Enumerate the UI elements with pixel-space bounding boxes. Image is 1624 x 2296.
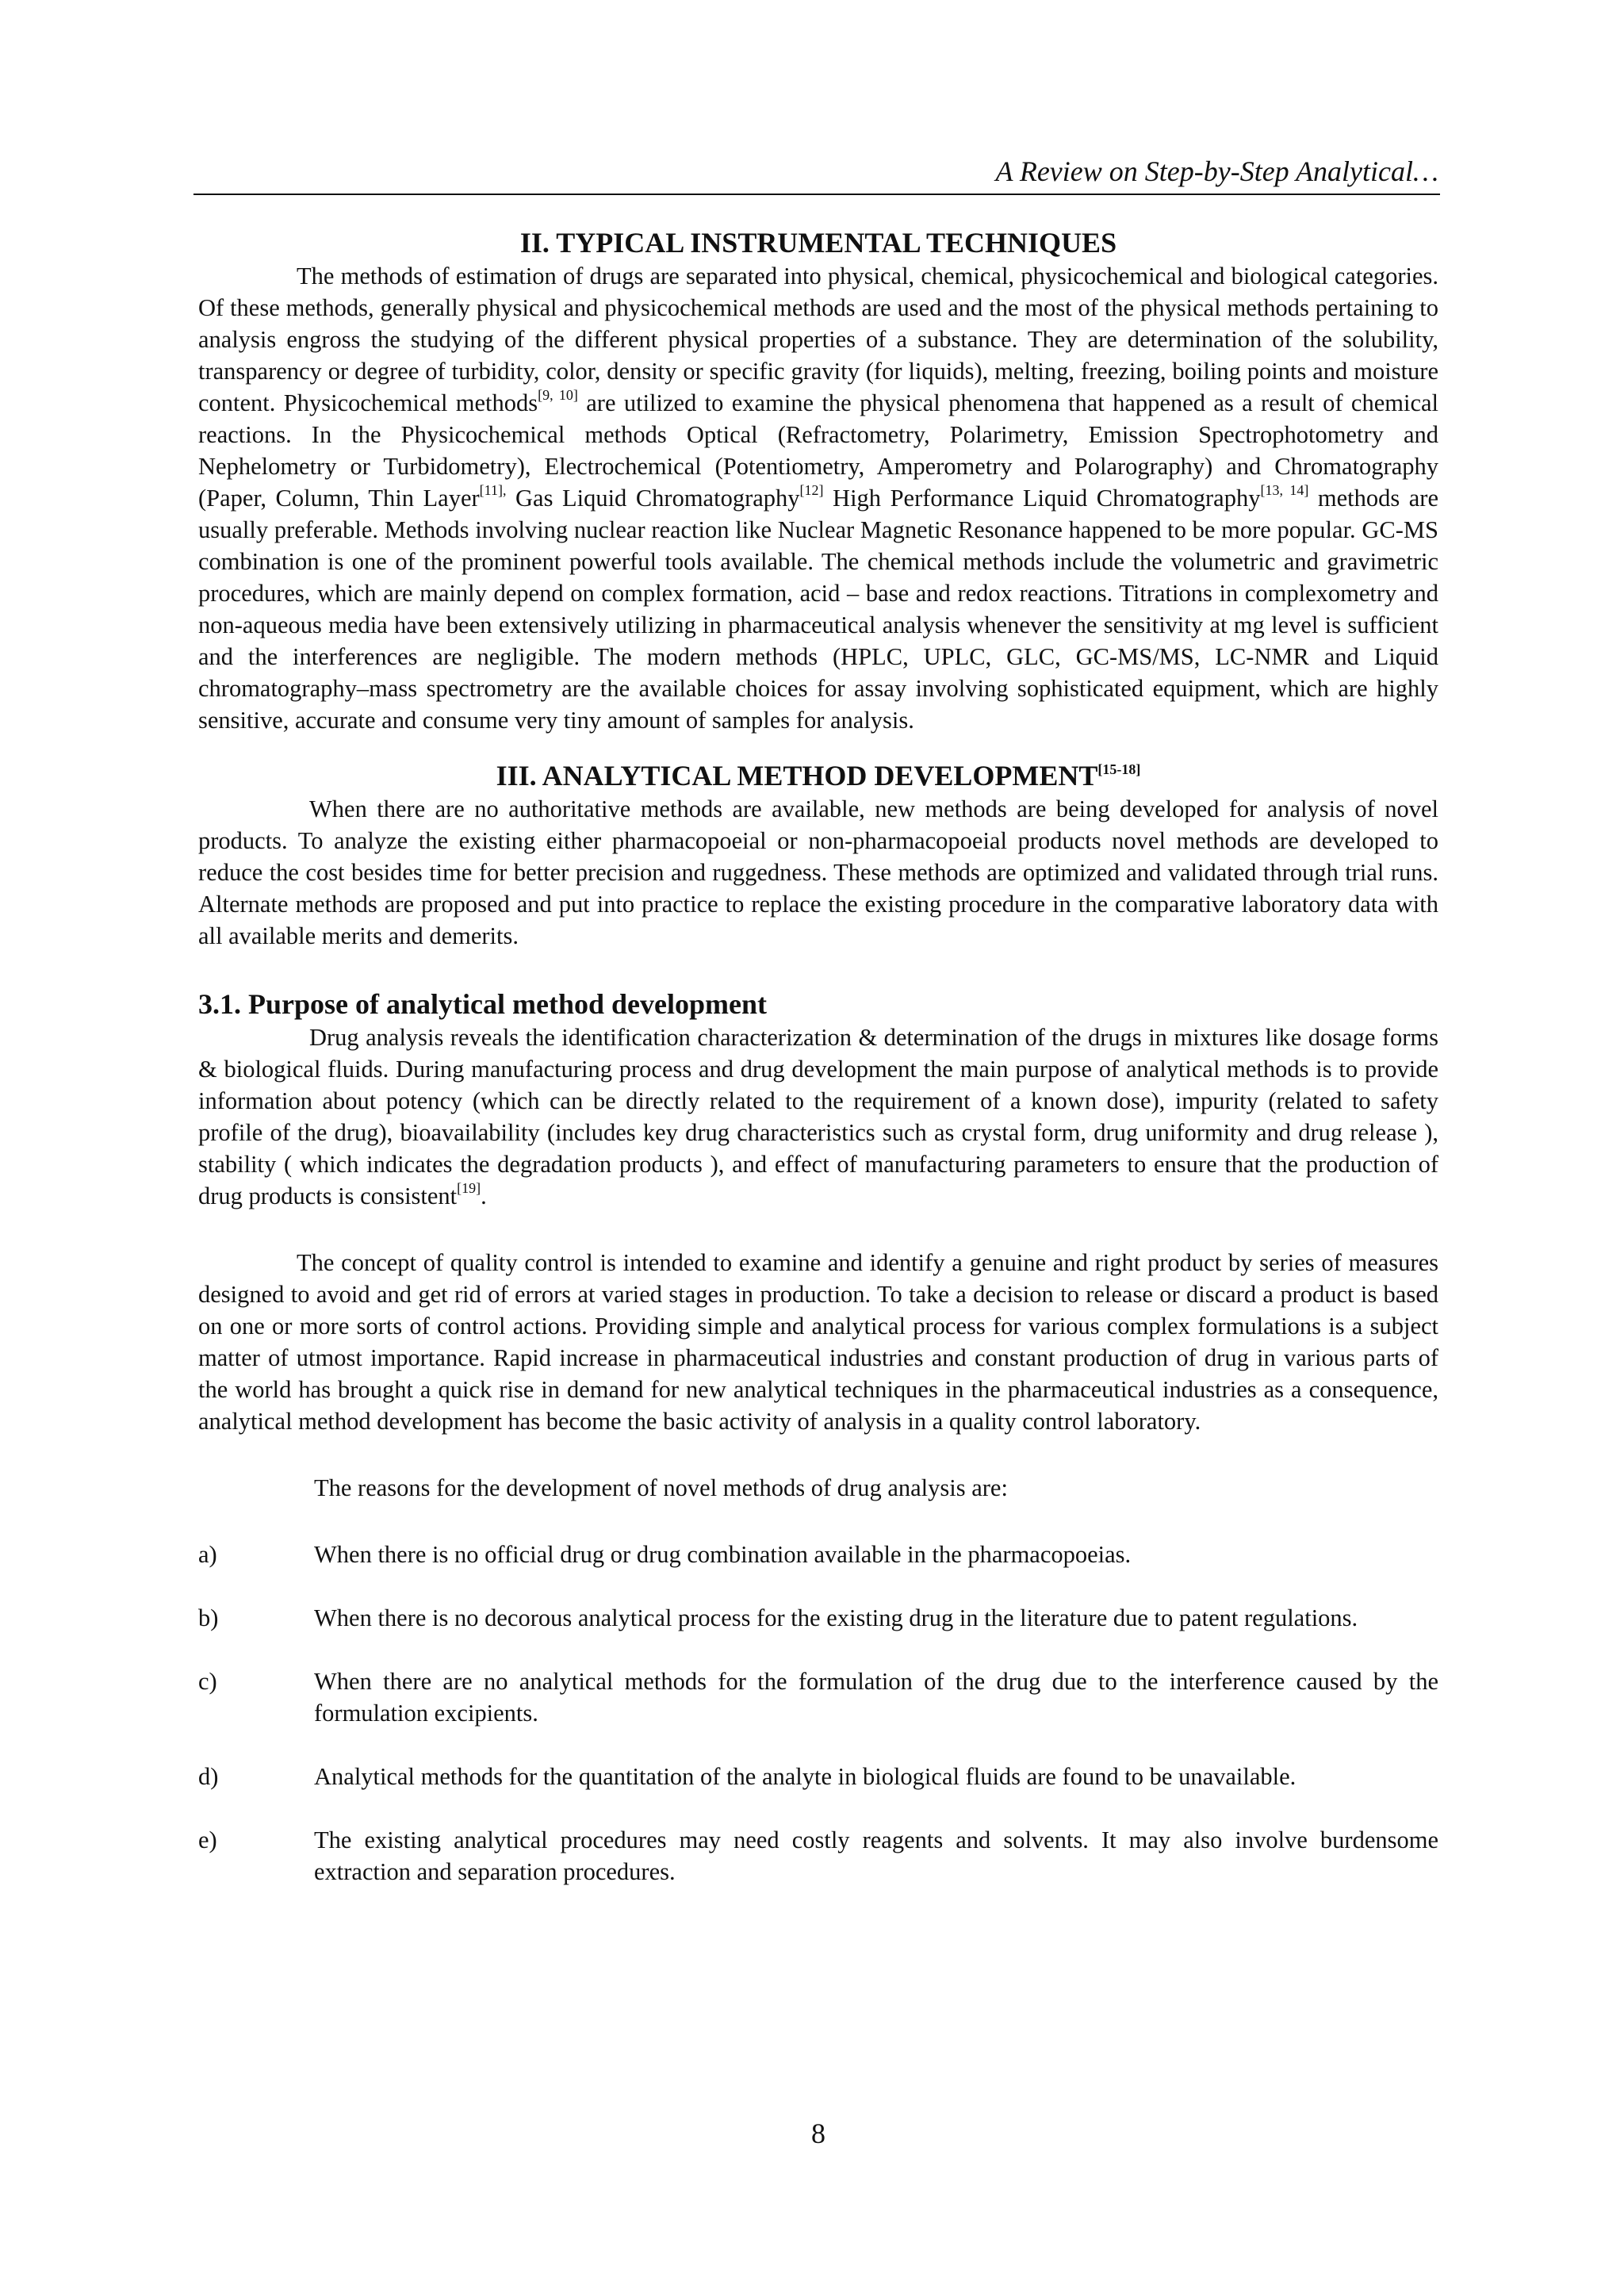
spacer bbox=[198, 736, 1438, 758]
subsection-3-1-paragraph-2: The concept of quality control is intended to examine and identify a genuine and right product by series of measures designed to avoid and get rid of errors at varied stages in production. To take a decision to release or discard a product is based on one or more sorts of control actions. Providing simple and analytical process for various complex formulations is a subject matter of utmost importance. Rapid increase in pharmaceutical industries and constant production of drug in various parts of the world has brought a quick rise in demand for new analytical techniques in the pharmaceutical industries as a consequence, analytical method development has become the basic activity of analysis in a quality control laboratory. bbox=[198, 1249, 1438, 1435]
page-number: 8 bbox=[811, 2118, 825, 2149]
list-marker: b) bbox=[198, 1604, 219, 1631]
section-2-text-d: High Performance Liquid Chromatography bbox=[823, 485, 1261, 512]
list-item bbox=[198, 1665, 1438, 1729]
spacer bbox=[198, 1212, 1438, 1247]
running-header: A Review on Step-by-Step Analytical… bbox=[995, 155, 1438, 187]
section-2-text-b: are utilized to examine the physical phenomena that happened as a result of chemical reactions. In the Physicochemical methods Optical (Refractometry, Polarimetry, Emission Spectrophotometry and Nephelometry or Turbidometry), Electrochemical (Potentiometry, Amperometry and Polarography) and Chromatography (Paper, Column, Thin Layer bbox=[198, 389, 1438, 512]
section-3-title-text: III. ANALYTICAL METHOD DEVELOPMENT bbox=[496, 760, 1098, 792]
list-item bbox=[198, 1602, 1438, 1634]
list-item-text: Analytical methods for the quantitation of the analyte in biological fluids are found to be unavailable. bbox=[314, 1763, 1297, 1790]
reasons-list bbox=[198, 1539, 1438, 1888]
page-content bbox=[198, 225, 1438, 1919]
section-3-paragraph: When there are no authoritative methods are available, new methods are being developed for analysis of novel products. To analyze the existing either pharmacopoeial or non-pharmacopoeial products novel methods are developed to reduce the cost besides time for better precision and ruggedness. These methods are optimized and validated through trial runs. Alternate methods are proposed and put into practice to replace the existing procedure in the comparative laboratory data with all available merits and demerits. bbox=[198, 795, 1438, 949]
header-rule bbox=[193, 194, 1440, 195]
citation-12: [12] bbox=[799, 482, 824, 498]
section-2-text-a: The methods of estimation of drugs are separated into physical, chemical, physicochemical and biological categories. Of these methods, generally physical and physicochemical methods are used and the most of the physical methods pertaining to analysis engross the studying of the different physical properties of a substance. They are determination of the solubility, transparency or degree of turbidity, color, density or specific gravity (for liquids), melting, freezing, boiling points and moisture content. Physicochemical methods bbox=[198, 263, 1438, 416]
subsection-3-1-title: 3.1. Purpose of analytical method development bbox=[198, 988, 767, 1020]
section-2-text-e: methods are usually preferable. Methods involving nuclear reaction like Nuclear Magnetic Resonance happened to be more popular. GC-MS combination is one of the prominent powerful tools available. The chemical methods include the volumetric and gravimetric procedures, which are mainly depend on complex formation, acid – base and redox reactions. Titrations in complexometry and non-aqueous media have been extensively utilizing in pharmaceutical analysis whenever the sensitivity at mg level is sufficient and the interferences are negligible. The modern methods (HPLC, UPLC, GLC, GC-MS/MS, LC-NMR and Liquid chromatography–mass spectrometry are the available choices for assay involving sophisticated equipment, which are highly sensitive, accurate and consume very tiny amount of samples for analysis. bbox=[198, 485, 1438, 734]
list-marker: a) bbox=[198, 1541, 217, 1568]
subsection-3-1-text-a: Drug analysis reveals the identification characterization & determination of the drugs in mixtures like dosage forms & biological fluids. During manufacturing process and drug development the main purpose of analytical methods is to provide information about potency (which can be directly related to the requirement of a known dose), impurity (related to safety profile of the drug), bioavailability (includes key drug characteristics such as crystal form, drug uniformity and drug release ), stability ( which indicates the degradation products ), and effect of manufacturing parameters to ensure that the production of drug products is consistent bbox=[198, 1024, 1438, 1209]
citation-11: [11], bbox=[479, 482, 507, 498]
citation-13-14: [13, 14] bbox=[1260, 482, 1309, 498]
section-2-paragraph bbox=[198, 260, 1438, 736]
list-item-text: When there is no decorous analytical process for the existing drug in the literature due to patent regulations. bbox=[314, 1604, 1358, 1631]
list-item-text: When there is no official drug or drug combination available in the pharmacopoeias. bbox=[314, 1541, 1132, 1568]
citation-9-10: [9, 10] bbox=[538, 387, 578, 403]
section-2-title: II. TYPICAL INSTRUMENTAL TECHNIQUES bbox=[519, 227, 1117, 259]
citation-19: [19] bbox=[457, 1180, 481, 1196]
section-3-title bbox=[198, 758, 1438, 793]
section-2-text-c: Gas Liquid Chromatography bbox=[506, 485, 800, 512]
list-item bbox=[198, 1824, 1438, 1888]
list-item-text: When there are no analytical methods for the formulation of the drug due to the interference caused by the formulation excipients. bbox=[314, 1668, 1438, 1727]
citation-15-18: [15-18] bbox=[1097, 761, 1141, 777]
reasons-intro: The reasons for the development of novel methods of drug analysis are: bbox=[314, 1474, 1008, 1501]
list-marker: d) bbox=[198, 1763, 219, 1790]
spacer bbox=[198, 1437, 1438, 1472]
list-item bbox=[198, 1761, 1438, 1792]
list-item bbox=[198, 1539, 1438, 1570]
list-marker: c) bbox=[198, 1668, 217, 1695]
list-marker: e) bbox=[198, 1826, 217, 1853]
subsection-3-1-text-b: . bbox=[481, 1182, 487, 1209]
subsection-3-1-paragraph-1 bbox=[198, 1022, 1438, 1212]
spacer bbox=[198, 952, 1438, 987]
spacer bbox=[198, 1504, 1438, 1539]
list-item-text: The existing analytical procedures may need costly reagents and solvents. It may also involve burdensome extraction and separation procedures. bbox=[314, 1826, 1438, 1885]
